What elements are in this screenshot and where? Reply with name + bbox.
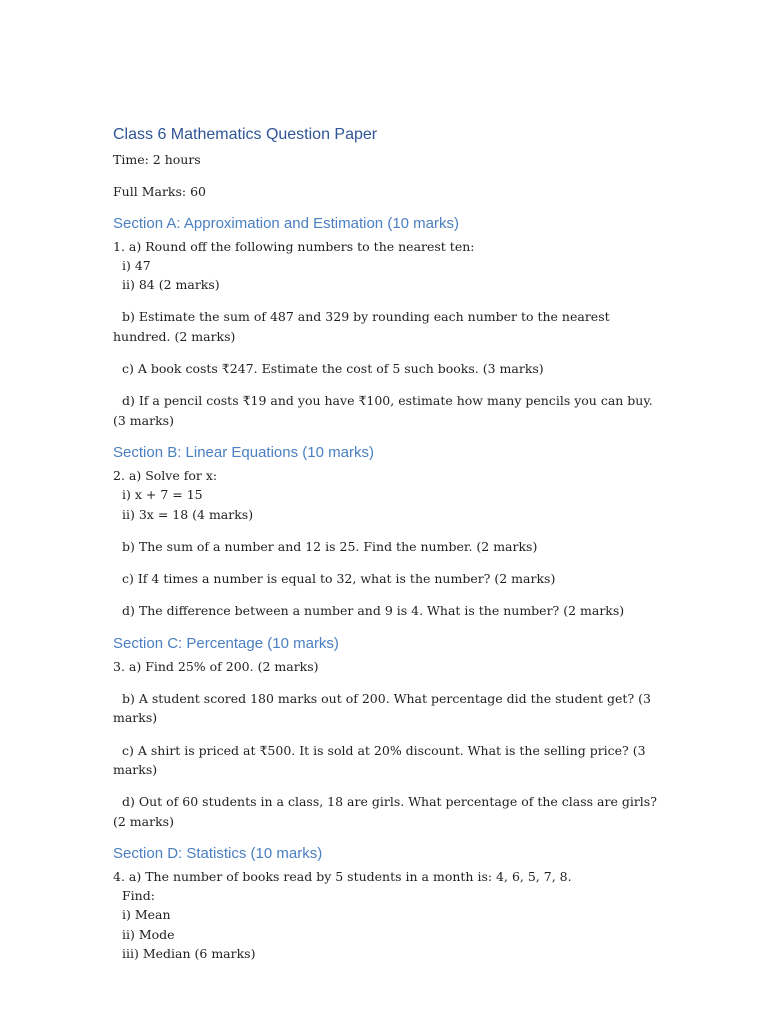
question-3a: 3. a) Find 25% of 200. (2 marks): [113, 658, 319, 674]
sub-item: Find:: [122, 888, 155, 904]
time-text: Time: 2 hours: [113, 152, 201, 167]
question-1b: b) Estimate the sum of 487 and 329 by rounding each number to the nearest hundred. (2 marks): [113, 309, 610, 344]
question-2a: [113, 466, 658, 524]
question-2d: d) The difference between a number and 9 is 4. What is the number? (2 marks): [122, 603, 625, 619]
section-c-heading: Section C: Percentage (10 marks): [113, 634, 339, 652]
sub-item: i) 47: [122, 257, 151, 273]
question-paper: [113, 124, 658, 976]
question-1a: [113, 237, 658, 295]
question-text: 4. a) The number of books read by 5 students in a month is: 4, 6, 5, 7, 8.: [113, 868, 572, 884]
full-marks-text: Full Marks: 60: [113, 184, 206, 200]
question-text: 1. a) Round off the following numbers to the nearest ten:: [113, 238, 475, 254]
question-1d: d) If a pencil costs ₹19 and you have ₹100, estimate how many pencils you can buy. (3 marks): [113, 393, 653, 428]
section-b-heading: Section B: Linear Equations (10 marks): [113, 443, 374, 461]
question-1c: c) A book costs ₹247. Estimate the cost of 5 such books. (3 marks): [122, 361, 544, 377]
question-3c: c) A shirt is priced at ₹500. It is sold at 20% discount. What is the selling price? (3 marks): [113, 742, 646, 777]
question-3d: d) Out of 60 students in a class, 18 are girls. What percentage of the class are girls? (2 marks): [113, 794, 657, 829]
question-4a: [113, 867, 658, 963]
question-text: 2. a) Solve for x:: [113, 467, 218, 483]
sub-item: i) x + 7 = 15: [122, 487, 203, 503]
question-3b: b) A student scored 180 marks out of 200. What percentage did the student get? (3 marks): [113, 691, 651, 726]
sub-item: ii) Mode: [122, 926, 175, 942]
section-a-heading: Section A: Approximation and Estimation (10 marks): [113, 214, 459, 232]
question-2b: b) The sum of a number and 12 is 25. Find the number. (2 marks): [122, 538, 538, 554]
page-title: Class 6 Mathematics Question Paper: [113, 126, 378, 143]
section-d-heading: Section D: Statistics (10 marks): [113, 844, 323, 862]
sub-item: ii) 84 (2 marks): [122, 277, 220, 293]
question-2c: c) If 4 times a number is equal to 32, what is the number? (2 marks): [122, 571, 556, 587]
sub-item: ii) 3x = 18 (4 marks): [122, 506, 254, 522]
sub-item: i) Mean: [122, 907, 171, 923]
sub-item: iii) Median (6 marks): [122, 946, 256, 962]
